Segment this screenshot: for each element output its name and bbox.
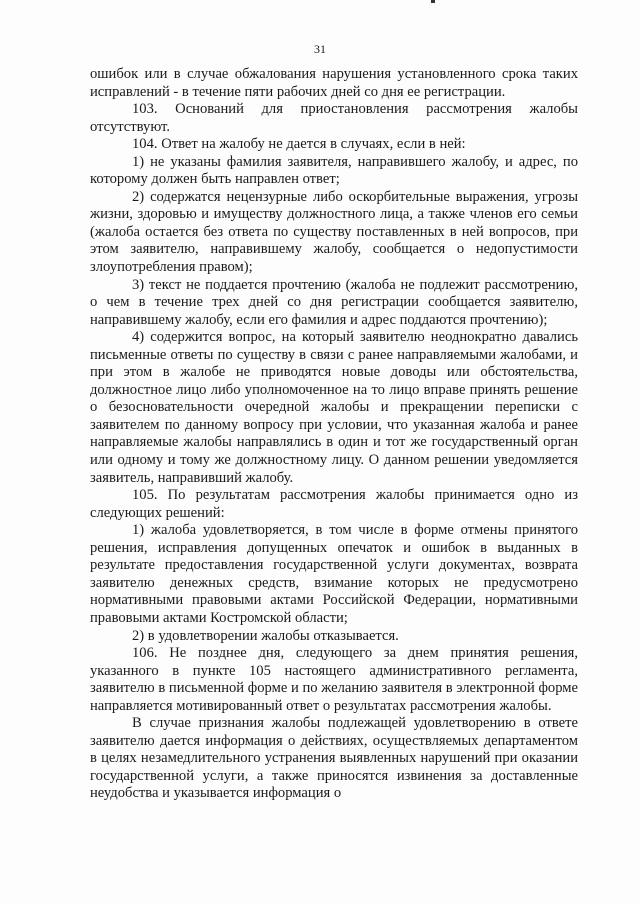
- document-body: [90, 66, 578, 803]
- paragraph: 1) не указаны фамилия заявителя, направившего жалобу, и адрес, по которому должен быть направлен ответ;: [90, 153, 578, 188]
- paragraph: 2) в удовлетворении жалобы отказывается.: [132, 627, 399, 644]
- paragraph: 3) текст не поддается прочтению (жалоба не подлежит рассмотрению, о чем в течение трех дней со дня регистрации сообщается заявителю, направившему жалобу, если его фамилия и адрес поддаются прочтению);: [90, 276, 578, 328]
- paragraph: 106. Не позднее дня, следующего за днем принятия решения, указанного в пункте 105 настоящего административного регламента, заявителю в письменной форме и по желанию заявителя в электронной форме направляется мотивированный ответ о результатах рассмотрения жалобы.: [90, 645, 578, 714]
- paragraph: ошибок или в случае обжалования нарушения установленного срока таких исправлений - в течение пяти рабочих дней со дня ее регистрации.: [90, 66, 578, 100]
- paragraph: 4) содержится вопрос, на который заявителю неоднократно давались письменные ответы по существу в связи с ранее направляемыми жалобами, и при этом в жалобе не приводятся новые доводы или обстоятельства, должностное лицо либо уполномоченное на то лицо вправе принять решение о безосновательности очередной жалобы и прекращении переписки с заявителем по данному вопросу при условии, что указанная жалоба и ранее направляемые жалобы направлялись в один и тот же государственный орган или одному и тому же должностному лицу. О данном решении уведомляется заявитель, направивший жалобу.: [90, 329, 578, 486]
- paragraph: 104. Ответ на жалобу не дается в случаях, если в ней:: [132, 136, 466, 153]
- paragraph: 2) содержатся нецензурные либо оскорбительные выражения, угрозы жизни, здоровью и имуществу должностного лица, а также членов его семьи (жалоба остается без ответа по существу поставленных в ней вопросов, при этом заявителю, направившему жалобу, сообщается о недопустимости злоупотребления правом);: [90, 188, 578, 276]
- page-number: 31: [314, 42, 326, 56]
- paragraph: 105. По результатам рассмотрения жалобы принимается одно из следующих решений:: [90, 487, 578, 521]
- paragraph: 103. Оснований для приостановления рассмотрения жалобы отсутствуют.: [90, 101, 578, 135]
- paragraph: 1) жалоба удовлетворяется, в том числе в форме отмены принятого решения, исправления допущенных опечаток и ошибок в выданных в результате предоставления государственной услуги документах, возврата заявителю денежных средств, взимание которых не предусмотрено нормативными правовыми актами Российской Федерации, нормативными правовыми актами Костромской области;: [90, 522, 578, 626]
- scan-mark: [431, 0, 435, 3]
- paragraph: В случае признания жалобы подлежащей удовлетворению в ответе заявителю дается информация о действиях, осуществляемых департаментом в целях незамедлительного устранения выявленных нарушений при оказании государственной услуги, а также приносятся извинения за доставленные неудобства и указывается информация о: [90, 715, 578, 802]
